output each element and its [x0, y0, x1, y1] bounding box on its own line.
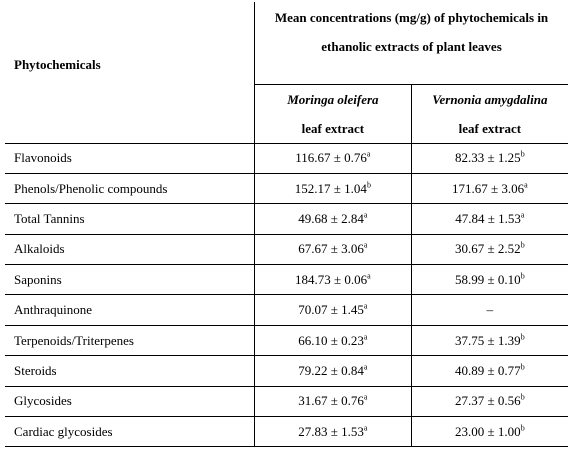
moringa-suffix: leaf extract — [301, 120, 365, 136]
moringa-superscript: b — [366, 180, 371, 190]
phytochemical-name: Flavonoids — [5, 143, 255, 173]
table-row — [5, 386, 568, 416]
row-label-header: Phytochemicals — [5, 2, 255, 143]
header-row — [5, 2, 568, 84]
moringa-superscript: a — [363, 332, 368, 342]
vernonia-species: Vernonia amygdalina — [432, 91, 548, 107]
moringa-value — [255, 204, 412, 234]
vernonia-superscript: a — [524, 180, 528, 190]
table-row — [5, 295, 568, 325]
vernonia-superscript: b — [520, 332, 525, 342]
moringa-value — [255, 356, 412, 386]
vernonia-superscript: b — [520, 271, 525, 281]
moringa-value — [255, 386, 412, 416]
moringa-value-text: 70.07 ± 1.45 — [298, 302, 364, 318]
phytochemical-name: Cardiac glycosides — [5, 417, 255, 447]
table-row — [5, 356, 568, 386]
moringa-value — [255, 234, 412, 264]
moringa-superscript: a — [363, 301, 368, 311]
moringa-value — [255, 143, 412, 173]
vernonia-value — [411, 173, 568, 203]
moringa-species: Moringa oleifera — [287, 91, 379, 107]
phytochemical-name: Steroids — [5, 356, 255, 386]
vernonia-header — [411, 84, 568, 143]
moringa-value — [255, 417, 412, 447]
moringa-value — [255, 265, 412, 295]
table-row — [5, 417, 568, 447]
moringa-value-text: 152.17 ± 1.04 — [294, 180, 367, 196]
table-row — [5, 325, 568, 355]
vernonia-superscript: a — [520, 210, 525, 220]
vernonia-value-text: 47.84 ± 1.53 — [455, 210, 521, 226]
phytochemical-name: Glycosides — [5, 386, 255, 416]
phytochemical-name: Saponins — [5, 265, 255, 295]
moringa-value-text: 67.67 ± 3.06 — [298, 241, 364, 257]
moringa-superscript: a — [363, 362, 368, 372]
vernonia-value — [411, 234, 568, 264]
moringa-value — [255, 295, 412, 325]
moringa-value-text: 116.67 ± 0.76 — [295, 150, 367, 166]
phytochemical-name: Anthraquinone — [5, 295, 255, 325]
vernonia-value — [411, 386, 568, 416]
vernonia-value-text: 37.75 ± 1.39 — [455, 332, 521, 348]
vernonia-superscript: b — [520, 241, 525, 251]
vernonia-value — [411, 417, 568, 447]
vernonia-value-text: 82.33 ± 1.25 — [455, 150, 521, 166]
phytochemicals-table — [5, 2, 568, 447]
vernonia-value-text: 23.00 ± 1.00 — [455, 423, 521, 439]
moringa-value-text: 31.67 ± 0.76 — [298, 393, 364, 409]
vernonia-value — [411, 204, 568, 234]
moringa-superscript: a — [366, 149, 371, 159]
moringa-superscript: a — [363, 423, 368, 433]
vernonia-value-text: 30.67 ± 2.52 — [455, 241, 521, 257]
phytochemical-name: Terpenoids/Triterpenes — [5, 325, 255, 355]
vernonia-value-text: 58.99 ± 0.10 — [455, 271, 521, 287]
phytochemical-name: Total Tannins — [5, 204, 255, 234]
vernonia-suffix: leaf extract — [458, 120, 522, 136]
phytochemical-name: Phenols/Phenolic compounds — [5, 173, 255, 203]
vernonia-value-text: 40.89 ± 0.77 — [455, 362, 521, 378]
vernonia-value — [411, 265, 568, 295]
moringa-value-text: 66.10 ± 0.23 — [298, 332, 364, 348]
table-row — [5, 204, 568, 234]
vernonia-value — [411, 356, 568, 386]
moringa-header — [255, 84, 412, 143]
phytochemical-name: Alkaloids — [5, 234, 255, 264]
table-row — [5, 143, 568, 173]
moringa-superscript: a — [363, 241, 368, 251]
vernonia-value-text: 27.37 ± 0.56 — [455, 393, 521, 409]
moringa-value-text: 79.22 ± 0.84 — [298, 362, 364, 378]
moringa-value-text: 27.83 ± 1.53 — [298, 423, 364, 439]
moringa-superscript: a — [363, 392, 368, 402]
moringa-value-text: 184.73 ± 0.06 — [295, 271, 368, 287]
vernonia-value-text: 171.67 ± 3.06 — [452, 180, 525, 196]
vernonia-value-text: – — [486, 302, 494, 318]
table-row — [5, 173, 568, 203]
vernonia-superscript: b — [520, 392, 525, 402]
vernonia-value — [411, 143, 568, 173]
moringa-value — [255, 173, 412, 203]
moringa-superscript: a — [363, 210, 368, 220]
vernonia-value — [411, 295, 568, 325]
moringa-superscript: a — [367, 271, 371, 281]
moringa-value-text: 49.68 ± 2.84 — [298, 210, 364, 226]
moringa-value — [255, 325, 412, 355]
vernonia-value — [411, 325, 568, 355]
table-row — [5, 265, 568, 295]
vernonia-superscript: b — [520, 362, 525, 372]
table-row — [5, 234, 568, 264]
vernonia-superscript: b — [520, 423, 525, 433]
vernonia-superscript: b — [520, 149, 525, 159]
group-title-header: Mean concentrations (mg/g) of phytochemicals in ethanolic extracts of plant leaves — [255, 2, 569, 84]
